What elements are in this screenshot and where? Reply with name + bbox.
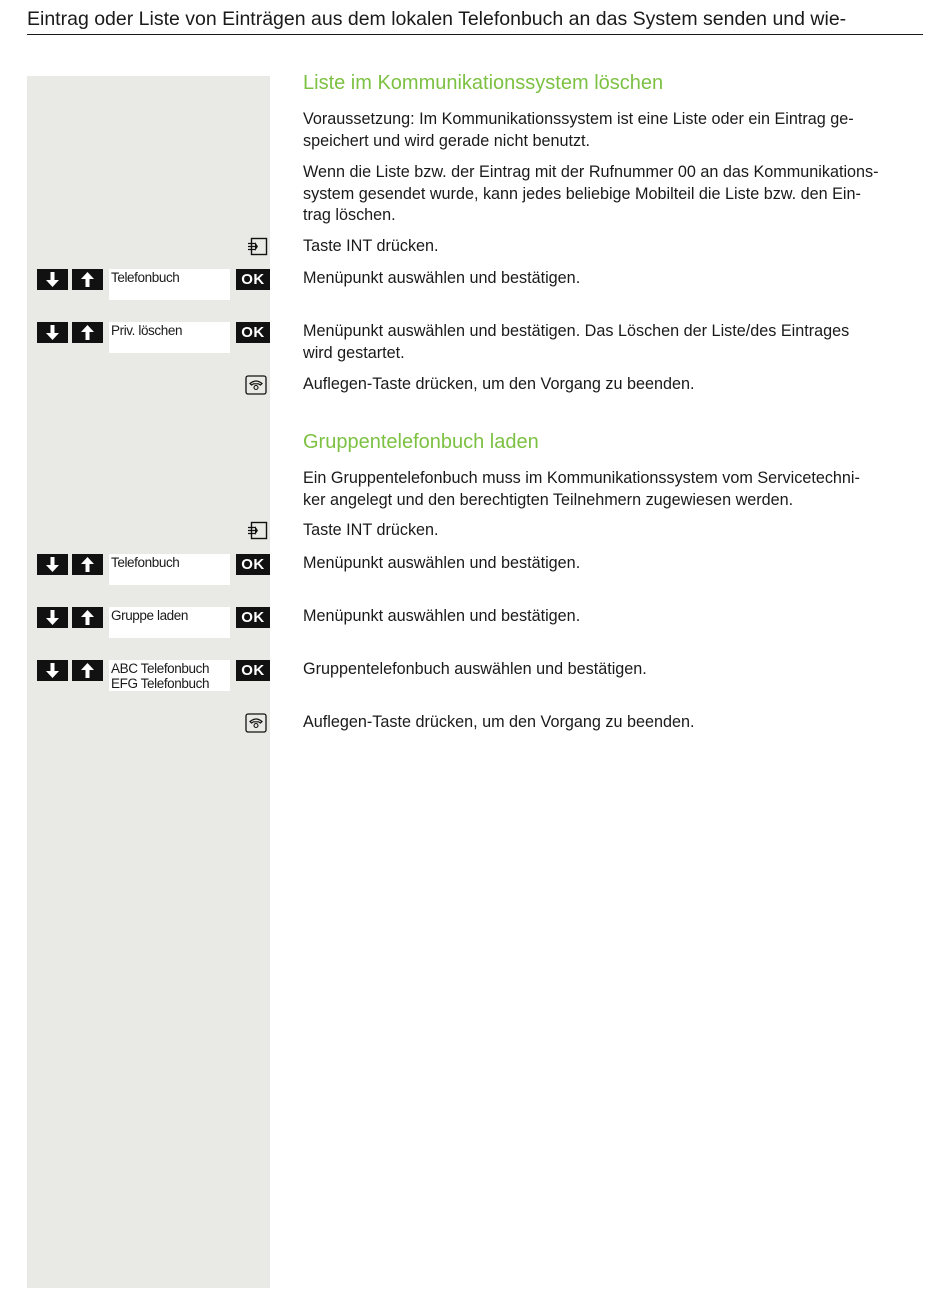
text-line: system gesendet wurde, kann jedes beliebige Mobilteil die Liste bzw. den Ein- (303, 184, 861, 203)
ok-button[interactable]: OK (236, 660, 270, 681)
arrow-down-icon[interactable] (37, 322, 68, 343)
ok-button[interactable]: OK (236, 554, 270, 575)
arrow-down-icon[interactable] (37, 269, 68, 290)
arrow-up-icon[interactable] (72, 660, 103, 681)
step-auflegen: Auflegen-Taste drücken, um den Vorgang zu beenden. (303, 375, 695, 393)
text-line: wird gestartet. (303, 343, 405, 362)
section-heading-gruppentelefonbuch-laden: Gruppentelefonbuch laden (303, 431, 539, 453)
paragraph-rufnummer-hinweis (303, 162, 923, 227)
arrow-up-icon[interactable] (72, 322, 103, 343)
int-key-icon (247, 237, 269, 257)
display-line: EFG Telefonbuch (111, 676, 210, 691)
step-menuepunkt-bestaetigen: Menüpunkt auswählen und bestätigen. (303, 269, 581, 287)
text-line: Voraussetzung: Im Kommunikationssystem ist eine Liste oder ein Eintrag ge- (303, 110, 854, 128)
ok-button[interactable]: OK (236, 322, 270, 343)
ok-button[interactable]: OK (236, 269, 270, 290)
ok-button[interactable]: OK (236, 607, 270, 628)
section-heading-liste-loeschen: Liste im Kommunikationssystem löschen (303, 72, 664, 94)
display-gruppentelefonbuch-liste (109, 660, 230, 691)
paragraph-voraussetzung (303, 109, 923, 152)
arrow-down-icon[interactable] (37, 554, 68, 575)
display-menu-telefonbuch: Telefonbuch (109, 554, 230, 585)
text-line: trag löschen. (303, 206, 396, 224)
arrow-down-icon[interactable] (37, 660, 68, 681)
page-header: Eintrag oder Liste von Einträgen aus dem lokalen Telefonbuch an das System senden und wie- (27, 6, 923, 35)
end-call-icon (245, 713, 267, 733)
text-line: ker angelegt und den berechtigten Teilnehmern zugewiesen werden. (303, 490, 794, 509)
text-line: speichert und wird gerade nicht benutzt. (303, 131, 591, 150)
arrow-up-icon[interactable] (72, 269, 103, 290)
text-line: Wenn die Liste bzw. der Eintrag mit der Rufnummer 00 an das Kommunikations- (303, 163, 879, 181)
arrow-up-icon[interactable] (72, 554, 103, 575)
step-int-druecken: Taste INT drücken. (303, 237, 439, 255)
step-loeschen-gestartet (303, 321, 923, 364)
step-auflegen: Auflegen-Taste drücken, um den Vorgang zu beenden. (303, 713, 695, 731)
step-int-druecken: Taste INT drücken. (303, 521, 439, 539)
arrow-up-icon[interactable] (72, 607, 103, 628)
step-menuepunkt-bestaetigen: Menüpunkt auswählen und bestätigen. (303, 607, 581, 625)
display-menu-telefonbuch: Telefonbuch (109, 269, 230, 300)
text-line: Menüpunkt auswählen und bestätigen. Das Löschen der Liste/des Eintrages (303, 322, 850, 340)
step-menuepunkt-bestaetigen: Menüpunkt auswählen und bestätigen. (303, 554, 581, 572)
display-line: ABC Telefonbuch (111, 661, 210, 676)
display-menu-priv-loeschen: Priv. löschen (109, 322, 230, 353)
text-line: Ein Gruppentelefonbuch muss im Kommunikationssystem vom Servicetechni- (303, 469, 860, 487)
arrow-down-icon[interactable] (37, 607, 68, 628)
step-gruppentelefonbuch-auswaehlen: Gruppentelefonbuch auswählen und bestätigen. (303, 660, 647, 678)
int-key-icon (247, 521, 269, 541)
display-menu-gruppe-laden: Gruppe laden (109, 607, 230, 638)
end-call-icon (245, 375, 267, 395)
paragraph-gruppentelefonbuch-info (303, 468, 923, 511)
